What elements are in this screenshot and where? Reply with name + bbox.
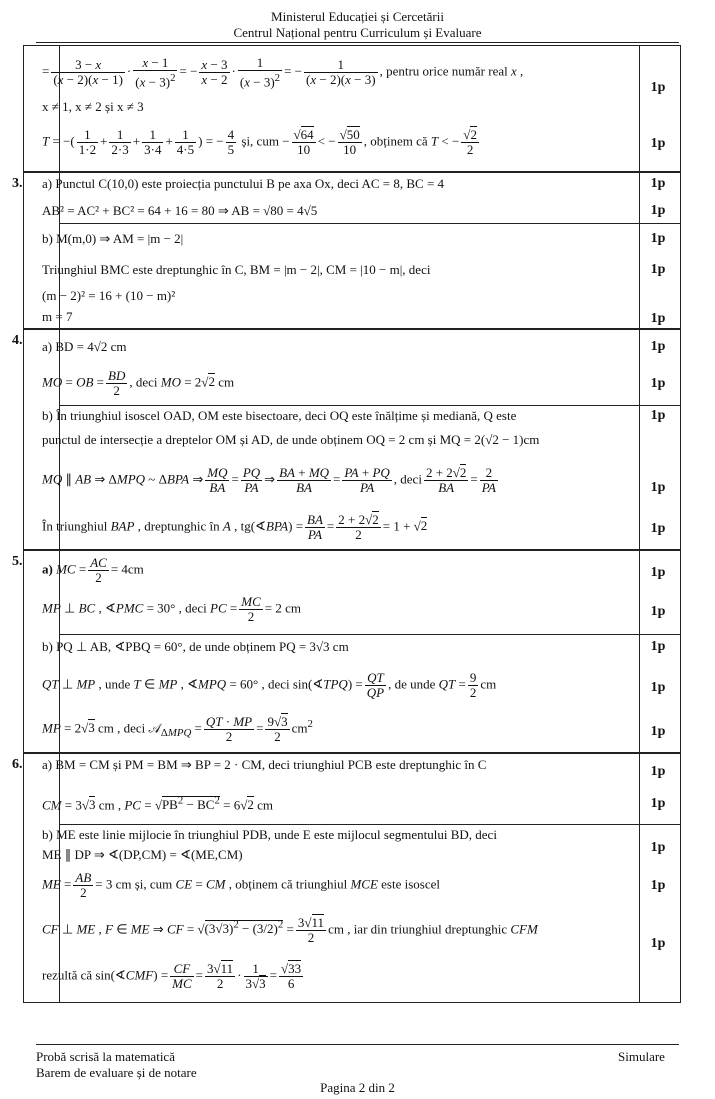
q6a-line-2: CM = 3√3 cm , PC = $√PB^2 - BC^2 = 6√2$ cm <box>42 795 273 813</box>
points-badge: 1p <box>650 936 666 951</box>
q3b-line-1: b) M(m,0) ⇒ AM = |m − 2| <box>42 231 184 246</box>
points-badge: 1p <box>650 339 666 354</box>
page-number: Pagina 2 din 2 <box>320 1080 395 1095</box>
points-badge: 1p <box>650 639 666 654</box>
points-badge: 1p <box>650 604 666 619</box>
q6b-line-3: ME = $\frac{AB}{2}$ = 3 cm și, cum CE = CM , obținem că triunghiul MCE este isoscel <box>42 870 440 900</box>
points-badge: 1p <box>650 796 666 811</box>
points-badge: 1p <box>650 376 666 391</box>
q6b-line-4: CF ⊥ ME , F ∈ ME ⇒ CF = $√(3√3)^2 - (3/2)^2$ = $\frac{3√11}{2}$ cm , iar din triunghiul dreptunghic CFM <box>42 915 538 945</box>
q3b-line-3: (m − 2)² = 16 + (10 − m)² <box>42 288 176 303</box>
q4b-line-1: b) În triunghiul isoscel OAD, OM este bisectoare, deci OQ este înălțime și mediană, Q este <box>42 408 517 423</box>
q4a-line-2: MO = OB = $\frac{BD}{2}$ , deci MO = 2√2 cm <box>42 368 235 398</box>
footer-simulation-label: Simulare <box>618 1049 665 1064</box>
q5b-line-2: QT ⊥ MP , unde T ∈ MP , ∢MPQ = 60° , deci sin(∢TPQ) = $\frac{QT}{QP}$ , de unde QT = $\frac{9}{2}$ cm <box>42 670 497 700</box>
points-badge: 1p <box>650 262 666 277</box>
points-badge: 1p <box>650 521 666 536</box>
q3b-line-4: m = 7 <box>42 309 73 324</box>
points-badge: 1p <box>650 231 666 246</box>
q6b-line-5: rezultă că sin(∢CMF) = $\frac{CF}{MC}$ = $\frac{3√11}{2}$ · $\frac{1}{3√3}$ = $\frac{√33}{6}$ <box>42 961 302 991</box>
points-badge: 1p <box>650 480 666 495</box>
q4b-line-4: În triunghiul BAP , dreptunghic în A , tg(∢BPA) = $\frac{BA}{PA}$ = $\frac{2 + 2√2}{2}$ = 1 + √2 <box>42 512 428 542</box>
row-divider <box>60 223 680 224</box>
points-badge: 1p <box>650 80 666 95</box>
q2-line-2: x ≠ 1, x ≠ 2 și x ≠ 3 <box>42 99 144 114</box>
row-divider <box>24 328 680 330</box>
points-badge: 1p <box>650 680 666 695</box>
points-badge: 1p <box>650 565 666 580</box>
points-badge: 1p <box>650 408 666 423</box>
q6b-line-1: b) ME este linie mijlocie în triunghiul PDB, unde E este mijlocul segmentului BD, deci <box>42 827 497 842</box>
row-divider <box>60 405 680 406</box>
q4b-line-2: punctul de intersecție a dreptelor OM și AD, de unde obținem OQ = 2 cm și MQ = 2(√2 − 1)cm <box>42 432 540 447</box>
question-number: 3. <box>12 176 23 191</box>
q2-line-3: T = −( $\frac{1}{1\cdot 2}$ + $\frac{1}{2\cdot 3}$ + $\frac{1}{3\cdot 4}$ + $\frac{1}{4\cdot 5}$ ) = − $\frac{4}{5}$ și, cum − $\frac{√64}{10}$ < − $\frac{√50}{10}$ , obținem că T < − $\frac{√2}{2}$ <box>42 127 477 157</box>
points-badge: 1p <box>650 840 666 855</box>
center-header: Centrul Național pentru Curriculum și Evaluare <box>233 25 482 40</box>
header-rule <box>36 42 679 43</box>
q3a-line-2: AB² = AC² + BC² = 64 + 16 = 80 ⇒ AB = √80 = 4√5 <box>42 203 318 218</box>
question-number: 6. <box>12 757 23 772</box>
question-number: 4. <box>12 333 23 348</box>
points-badge: 1p <box>650 311 666 326</box>
q5b-line-1: b) PQ ⊥ AB, ∢PBQ = 60°, de unde obținem PQ = 3√3 cm <box>42 639 349 654</box>
points-badge: 1p <box>650 764 666 779</box>
q5a-line-1: a) MC = $\frac{AC}{2}$ = 4cm <box>42 555 144 585</box>
q5b-line-3: MP = 2√3 cm , deci 𝒜$_{\Delta MPQ}$ = $\frac{QT \cdot MP}{2}$ = $\frac{9√3}{2}$ $cm^2$ <box>42 714 313 744</box>
q2-line-1: = $\frac{3 - x}{(x - 2)(x - 1)}$ · $\frac{x - 1}{(x - 3)^2}$ = − $\frac{x - 3}{x - 2}$ · $\frac{1}{(x - 3)^2}$ = − $\frac{1}{(x - 2)(x - 3)}$ , pentru orice număr real x , <box>42 55 524 90</box>
q3b-line-2: Triunghiul BMC este dreptunghic în C, BM = |m − 2|, CM = |10 − m|, deci <box>42 262 431 277</box>
q4a-line-1: a) BD = 4√2 cm <box>42 339 127 354</box>
row-divider <box>60 634 680 635</box>
points-badge: 1p <box>650 203 666 218</box>
q6a-line-1: a) BM = CM și PM = BM ⇒ BP = 2 · CM, deci triunghiul PCB este dreptunghic în C <box>42 757 487 772</box>
question-number: 5. <box>12 554 23 569</box>
q4b-line-3: MQ ∥ AB ⇒ ΔMPQ ~ ΔBPA ⇒ $\frac{MQ}{BA}$ = $\frac{PQ}{PA}$ ⇒ $\frac{BA + MQ}{BA}$ = $\frac{PA + PQ}{PA}$ , deci $\frac{2 + 2√2}{BA}$ = $\frac{2}{PA}$ <box>42 465 496 495</box>
q3a-line-1: a) Punctul C(10,0) este proiecția punctului B pe axa Ox, deci AC = 8, BC = 4 <box>42 176 445 191</box>
points-badge: 1p <box>650 136 666 151</box>
row-divider <box>60 824 680 825</box>
points-badge: 1p <box>650 878 666 893</box>
points-badge: 1p <box>650 724 666 739</box>
q6b-line-2: ME ∥ DP ⇒ ∢(DP,CM) = ∢(ME,CM) <box>42 847 243 862</box>
footer-grading-title: Barem de evaluare și de notare <box>36 1065 197 1080</box>
q5a-line-2: MP ⊥ BC , ∢PMC = 30° , deci PC = $\frac{MC}{2}$ = 2 cm <box>42 594 301 624</box>
footer-rule <box>36 1044 679 1045</box>
column-divider-right <box>639 46 640 1002</box>
footer-exam-name: Probă scrisă la matematică <box>36 1049 175 1064</box>
row-divider <box>24 752 680 754</box>
ministry-header: Ministerul Educației și Cercetării <box>271 9 444 24</box>
row-divider <box>24 171 680 173</box>
points-badge: 1p <box>650 176 666 191</box>
row-divider <box>24 549 680 551</box>
